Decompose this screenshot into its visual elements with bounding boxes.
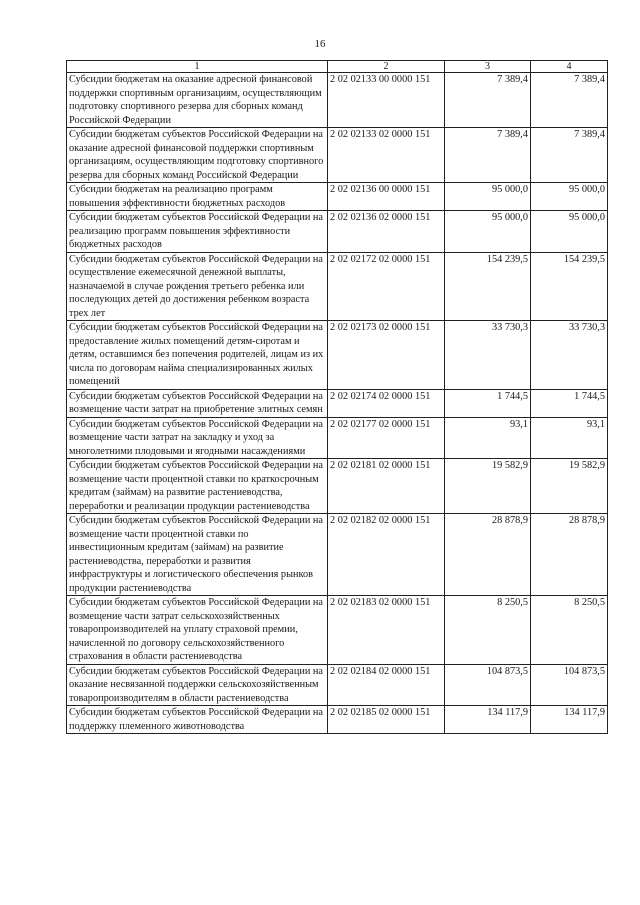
column-header: 4 — [531, 61, 608, 73]
row-value-4: 7 389,4 — [531, 128, 608, 183]
row-name: Субсидии бюджетам на оказание адресной финансовой поддержки спортивным организациям, осуществляющим подготовку спортивного резерва для сборных команд Российской Федерации — [67, 73, 328, 128]
row-name: Субсидии бюджетам субъектов Российской Федерации на оказание несвязанной поддержки сельскохозяйственным товаропроизводителям в области растениеводства — [67, 664, 328, 706]
table-row — [67, 183, 608, 211]
row-value-4: 95 000,0 — [531, 211, 608, 253]
row-code: 2 02 02185 02 0000 151 — [328, 706, 445, 734]
row-value-3: 95 000,0 — [445, 211, 531, 253]
table-row — [67, 417, 608, 459]
row-value-3: 33 730,3 — [445, 321, 531, 390]
row-code: 2 02 02181 02 0000 151 — [328, 459, 445, 514]
table-row — [67, 128, 608, 183]
row-value-3: 7 389,4 — [445, 73, 531, 128]
table-row — [67, 389, 608, 417]
row-name: Субсидии бюджетам субъектов Российской Федерации на реализацию программ повышения эффективности бюджетных расходов — [67, 211, 328, 253]
row-name: Субсидии бюджетам субъектов Российской Федерации на возмещение части затрат на закладку и уход за многолетними плодовыми и ягодными насаждениями — [67, 417, 328, 459]
row-code: 2 02 02182 02 0000 151 — [328, 514, 445, 596]
row-name: Субсидии бюджетам субъектов Российской Федерации на возмещение части процентной ставки по инвестиционным кредитам (займам) на развитие растениеводства, переработки и развития инфраструктуры и логистического обеспечения рынков продукции растениеводства — [67, 514, 328, 596]
table-row — [67, 514, 608, 596]
row-name: Субсидии бюджетам субъектов Российской Федерации на предоставление жилых помещений детям-сиротам и детям, оставшимся без попечения родителей, лицам из их числа по договорам найма специализированных жилых помещений — [67, 321, 328, 390]
row-name: Субсидии бюджетам субъектов Российской Федерации на поддержку племенного животноводства — [67, 706, 328, 734]
row-code: 2 02 02173 02 0000 151 — [328, 321, 445, 390]
row-value-4: 19 582,9 — [531, 459, 608, 514]
row-code: 2 02 02136 00 0000 151 — [328, 183, 445, 211]
row-value-3: 95 000,0 — [445, 183, 531, 211]
column-header: 1 — [67, 61, 328, 73]
row-value-4: 7 389,4 — [531, 73, 608, 128]
column-header: 3 — [445, 61, 531, 73]
row-code: 2 02 02172 02 0000 151 — [328, 252, 445, 321]
row-code: 2 02 02136 02 0000 151 — [328, 211, 445, 253]
table-row — [67, 321, 608, 390]
row-value-4: 154 239,5 — [531, 252, 608, 321]
table-row — [67, 596, 608, 665]
row-code: 2 02 02133 00 0000 151 — [328, 73, 445, 128]
table-row — [67, 664, 608, 706]
row-name: Субсидии бюджетам на реализацию программ повышения эффективности бюджетных расходов — [67, 183, 328, 211]
row-name: Субсидии бюджетам субъектов Российской Федерации на возмещение части процентной ставки по краткосрочным кредитам (займам) на развитие растениеводства, переработки и реализации продукции растениеводства — [67, 459, 328, 514]
row-value-3: 93,1 — [445, 417, 531, 459]
table-row — [67, 211, 608, 253]
column-header: 2 — [328, 61, 445, 73]
row-value-4: 93,1 — [531, 417, 608, 459]
table-row — [67, 252, 608, 321]
row-value-4: 33 730,3 — [531, 321, 608, 390]
row-value-4: 28 878,9 — [531, 514, 608, 596]
row-code: 2 02 02184 02 0000 151 — [328, 664, 445, 706]
row-code: 2 02 02133 02 0000 151 — [328, 128, 445, 183]
row-name: Субсидии бюджетам субъектов Российской Федерации на оказание адресной финансовой поддержки спортивным организациям, осуществляющим подготовку спортивного резерва для сборных команд Российской Федерации — [67, 128, 328, 183]
row-value-3: 19 582,9 — [445, 459, 531, 514]
row-value-4: 104 873,5 — [531, 664, 608, 706]
budget-table — [66, 60, 608, 734]
row-value-4: 8 250,5 — [531, 596, 608, 665]
table-row — [67, 73, 608, 128]
row-value-3: 1 744,5 — [445, 389, 531, 417]
row-name: Субсидии бюджетам субъектов Российской Федерации на возмещение части затрат сельскохозяйственных товаропроизводителей на уплату страховой премии, начисленной по договору сельскохозяйственного страхования в области растениеводства — [67, 596, 328, 665]
row-value-3: 7 389,4 — [445, 128, 531, 183]
table-row — [67, 706, 608, 734]
row-code: 2 02 02183 02 0000 151 — [328, 596, 445, 665]
table-header-row — [67, 61, 608, 73]
table-row — [67, 459, 608, 514]
row-value-3: 28 878,9 — [445, 514, 531, 596]
row-code: 2 02 02174 02 0000 151 — [328, 389, 445, 417]
row-value-4: 134 117,9 — [531, 706, 608, 734]
row-value-3: 104 873,5 — [445, 664, 531, 706]
row-value-4: 1 744,5 — [531, 389, 608, 417]
row-value-3: 8 250,5 — [445, 596, 531, 665]
row-value-3: 154 239,5 — [445, 252, 531, 321]
row-name: Субсидии бюджетам субъектов Российской Федерации на возмещение части затрат на приобретение элитных семян — [67, 389, 328, 417]
row-value-3: 134 117,9 — [445, 706, 531, 734]
row-code: 2 02 02177 02 0000 151 — [328, 417, 445, 459]
row-value-4: 95 000,0 — [531, 183, 608, 211]
row-name: Субсидии бюджетам субъектов Российской Федерации на осуществление ежемесячной денежной выплаты, назначаемой в случае рождения третьего ребенка или последующих детей до достижения ребенком возраста трех лет — [67, 252, 328, 321]
page-number: 16 — [314, 38, 326, 50]
